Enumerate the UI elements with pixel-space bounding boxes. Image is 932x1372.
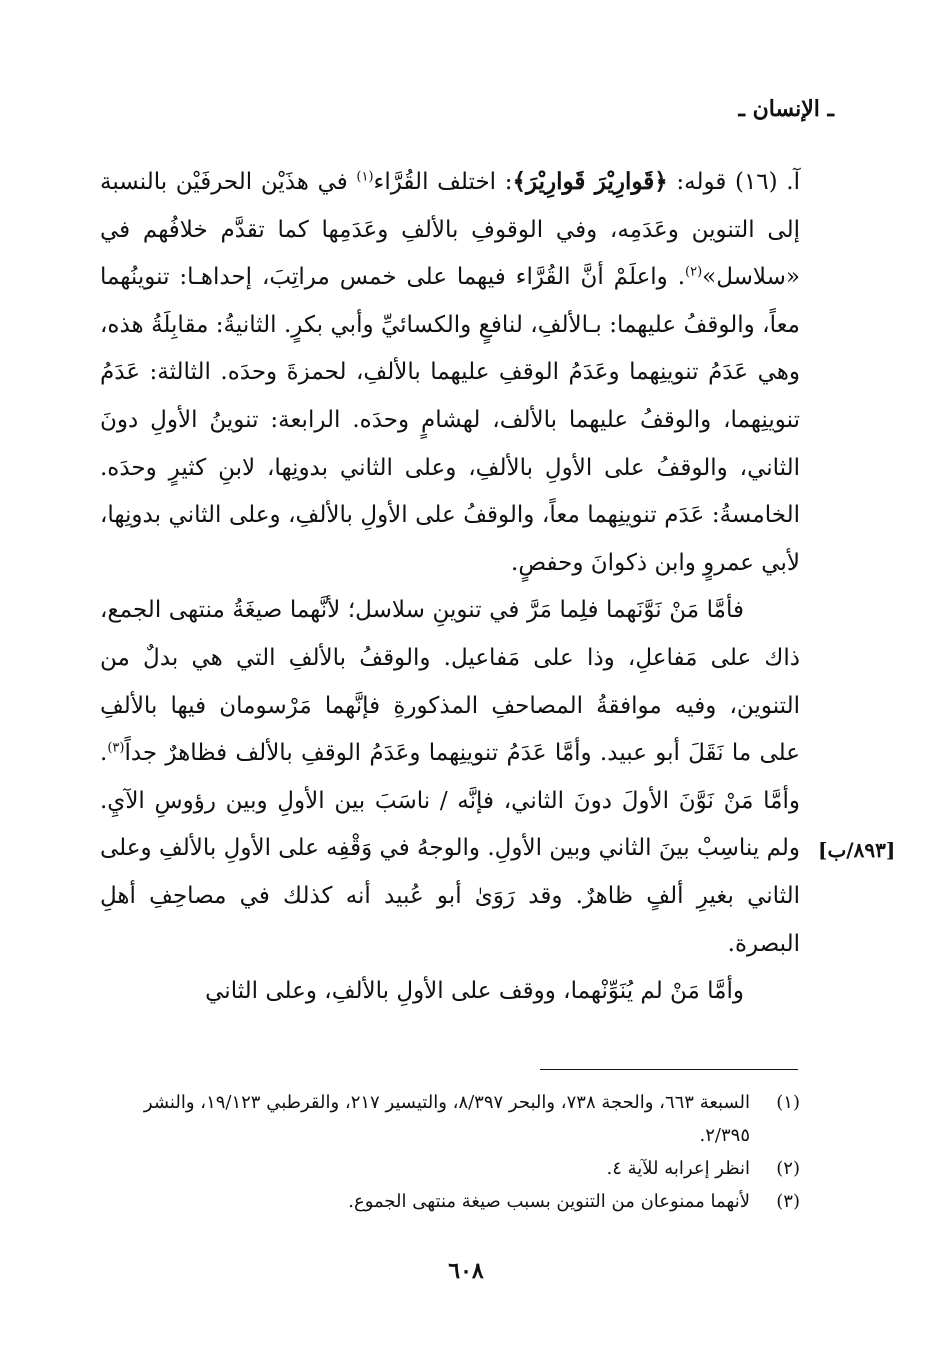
footnotes-section [100,1086,800,1218]
footnote-item [100,1152,800,1185]
footnote-text: السبعة ٦٦٣، والحجة ٧٣٨، والبحر ٨/٣٩٧، والتيسير ٢١٧، والقرطبي ١٩/١٢٣، والنشر ٢/٣٩٥. [143,1092,750,1146]
paragraph-1 [100,158,800,587]
footnote-item [100,1185,800,1218]
footnote-ref-2[interactable]: (٢) [685,264,703,280]
quranic-verse: ﴿قَوارِيْرَ قَوارِيْرَ﴾ [512,168,668,195]
text-segment: فأمَّا مَنْ نَوَّنَهما فلِما مَرَّ في تنوينِ سلاسل؛ لأنَّهما صيغَةُ منتهى الجمع، ذاك على مَفاعلِ، وذا على مَفاعيل. والوقفُ بالألفِ التي هي بدلٌ من التنوين، وفيه موافقةُ المصاحفِ المذكورةِ فإنَّهما مَرْسومان فيها بالألفِ على ما نَقَلَ أبو عبيد. وأمَّا عَدَمُ تنوينِهما وعَدَمُ الوقفِ بالألف فظاهرٌ جداً [100,597,800,767]
main-text [100,158,800,1016]
footnote-divider [540,1069,798,1070]
text-segment: في هذَيْن الحرفَيْن بالنسبة إلى التنوين وعَدَمِه، وفي الوقوفِ بالألفِ وعَدَمِها كما تقدَّم خلافُهم في «سلاسل» [100,169,800,291]
footnote-number: (٣) [776,1191,800,1212]
paragraph-3: وأمَّا مَنْ لم يُنَوِّنْهما، ووقف على الأولِ بالألفِ، وعلى الثاني [205,978,744,1005]
footnote-ref-1[interactable]: (١) [356,169,374,185]
verse-intro: آ. (١٦) قوله: [667,169,800,195]
footnote-number: (٢) [776,1158,800,1179]
text-segment: : اختلف القُرَّاء [373,169,513,195]
page-number: ٦٠٨ [448,1258,484,1284]
footnote-number: (١) [776,1092,800,1113]
footnote-text: لأنهما ممنوعان من التنوين بسبب صيغة منتهى الجموع. [348,1191,750,1212]
paragraph-2 [100,587,800,968]
footnote-text: انظر إعرابه للآية ٤. [606,1158,750,1179]
running-header: ـ الإنسان ـ [738,96,834,122]
manuscript-folio-marker: [٨٩٣/ب] [818,838,896,862]
footnote-item [100,1086,800,1152]
text-segment: . واعلَمْ أنَّ القُرَّاء فيهما على خمس مراتِبَ، إحداهـا: تنوينُهما معاً، والوقفُ عليهما: بـالألفِ، لنافعٍ والكسائيِّ وأبي بكرٍ. الثانيةُ: مقابِلَةُ هذه، وهي عَدَمُ تنوينِهما وعَدَمُ الوقفِ عليهما بالألفِ، لحمزةَ وحدَه. الثالثة: عَدَمُ تنوينِهما، والوقفُ عليهما بالألف، لهشامٍ وحدَه. الرابعة: تنوينُ الأولِ دونَ الثاني، والوقفُ على الأولِ بالألفِ، وعلى الثاني بدونِها، لابنِ كثيرٍ وحدَه. الخامسةُ: عَدَم تنوينِهما معاً، والوقفُ على الأولِ بالألفِ، وعلى الثاني بدونِها، لأبي عمروٍ وابن ذكوانَ وحفصٍ. [100,264,800,576]
text-segment: . وأمَّا مَنْ نَوَّنَ الأولَ دونَ الثاني، فإنَّه / ناسَبَ بين الأولِ وبين رؤوسِ الآيِ. ولم يناسِبْ بينَ الثاني وبين الأولِ. والوجهُ في وَقْفِه على الأولِ بالألفِ وعلى الثاني بغيرِ ألفٍ ظاهرٌ. وقد رَوَىٰ أبو عُبيد أنه كذلك في مصاحِفِ أهلِ البصرة. [100,740,800,957]
footnote-ref-3[interactable]: (٣) [107,740,125,756]
